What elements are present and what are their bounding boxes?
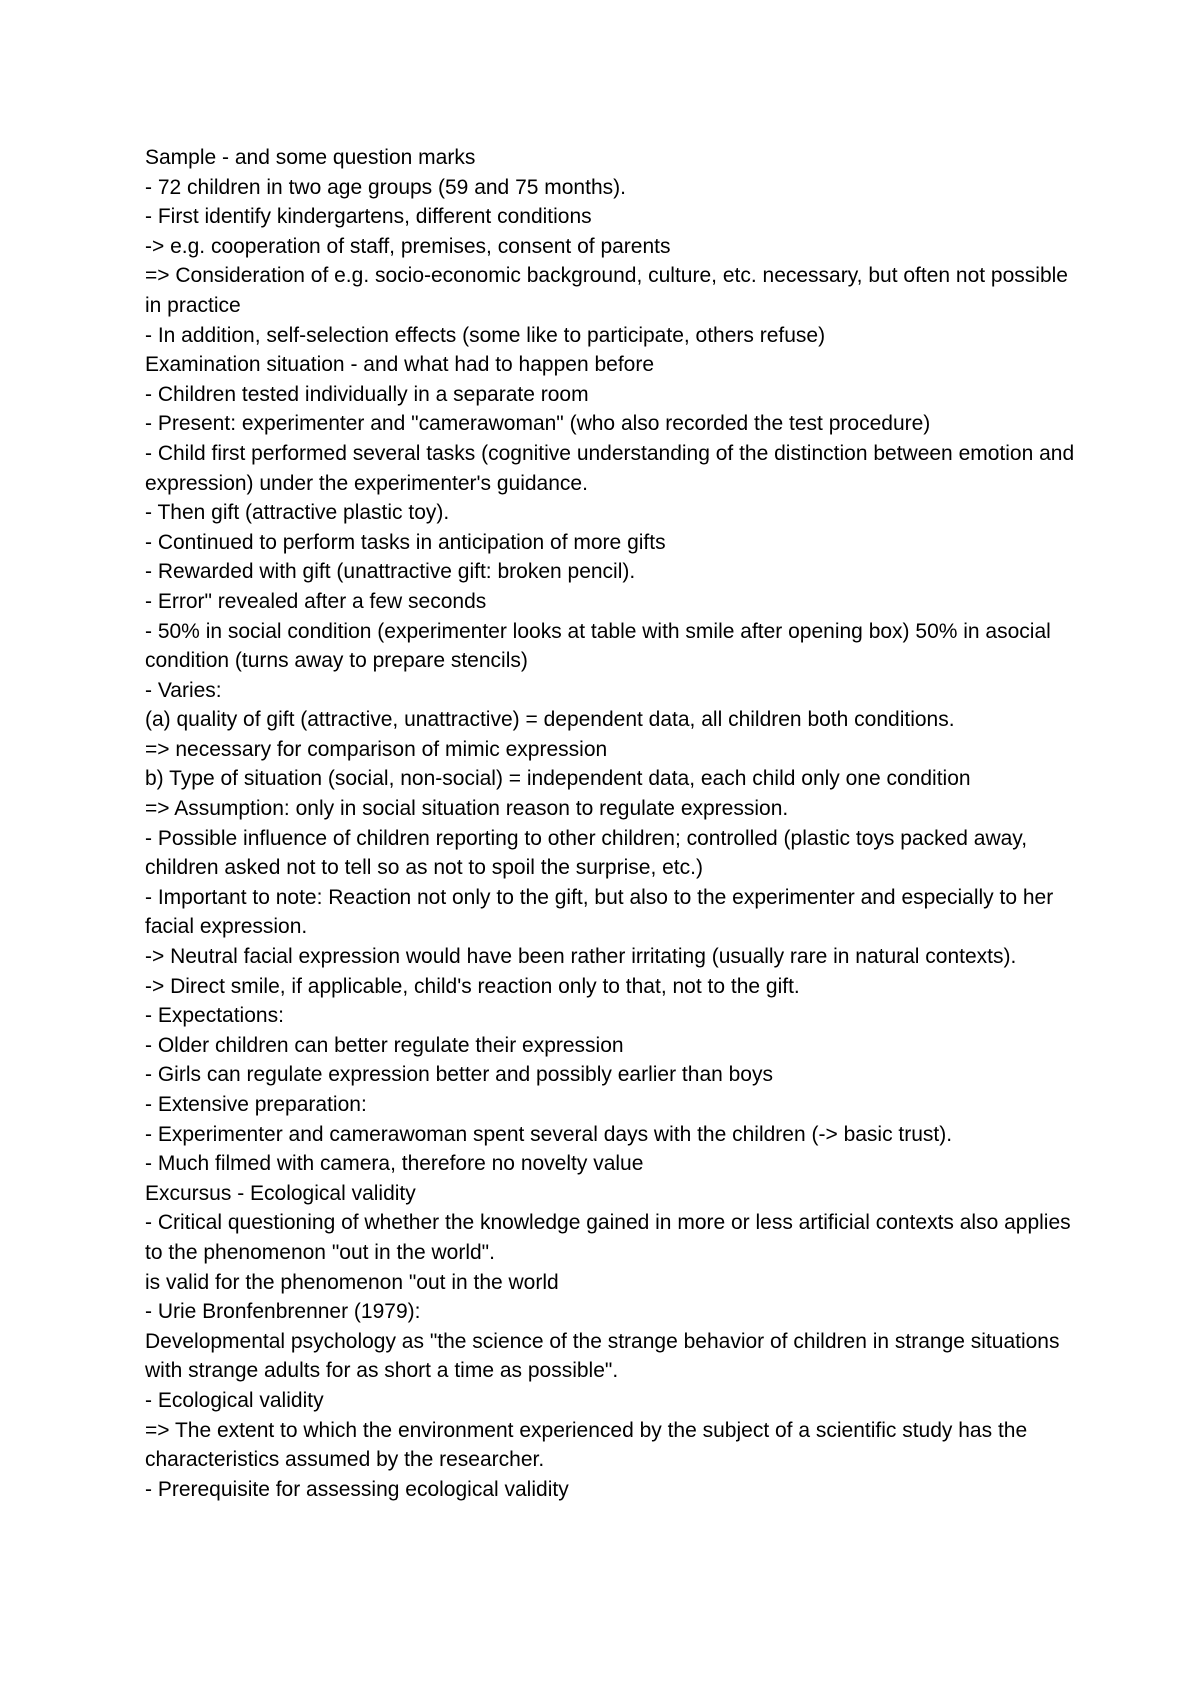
document-body: [145, 143, 1075, 1504]
text-line: - Varies:: [145, 678, 222, 702]
text-line: - Continued to perform tasks in anticipation of more gifts: [145, 530, 666, 554]
text-line: Sample - and some question marks: [145, 146, 476, 169]
text-line: - Urie Bronfenbrenner (1979):: [145, 1300, 421, 1324]
text-line: - Expectations:: [145, 1004, 284, 1028]
text-line: - 50% in social condition (experimenter looks at table with smile after opening box) 50% in asocial condition (turns away to prepare stencils): [145, 619, 1051, 673]
text-line: - Extensive preparation:: [145, 1093, 367, 1116]
text-line: - Error" revealed after a few seconds: [145, 589, 487, 613]
text-line: -> Direct smile, if applicable, child's reaction only to that, not to the gift.: [145, 974, 800, 998]
text-line: - Possible influence of children reporting to other children; controlled (plastic toys packed away, children asked not to tell so as not to spoil the surprise, etc.): [145, 826, 1028, 880]
text-line: Examination situation - and what had to happen before: [145, 353, 655, 377]
text-line: - Child first performed several tasks (cognitive understanding of the distinction between emotion and expression) under the experimenter's guidance.: [145, 441, 1075, 495]
text-line: - Rewarded with gift (unattractive gift: broken pencil).: [145, 560, 636, 584]
text-line: - Older children can better regulate their expression: [145, 1033, 624, 1057]
text-line: -> Neutral facial expression would have been rather irritating (usually rare in natural contexts).: [145, 945, 1017, 969]
text-line: -> e.g. cooperation of staff, premises, consent of parents: [145, 234, 671, 258]
text-line: Developmental psychology as "the science of the strange behavior of children in strange situations with strange adults for as short a time as possible".: [145, 1329, 1060, 1383]
text-line: is valid for the phenomenon "out in the world: [145, 1270, 559, 1294]
text-line: => The extent to which the environment experienced by the subject of a scientific study has the characteristics assumed by the researcher.: [145, 1418, 1028, 1472]
text-line: - Present: experimenter and "camerawoman" (who also recorded the test procedure): [145, 412, 931, 436]
text-line: - Important to note: Reaction not only to the gift, but also to the experimenter and especially to her facial expression.: [145, 885, 1054, 939]
text-line: - First identify kindergartens, different conditions: [145, 205, 592, 229]
text-line: - In addition, self-selection effects (some like to participate, others refuse): [145, 323, 826, 347]
text-line: - Ecological validity: [145, 1388, 324, 1412]
text-line: - Experimenter and camerawoman spent several days with the children (-> basic trust).: [145, 1122, 953, 1146]
text-line: - Children tested individually in a separate room: [145, 382, 589, 406]
text-line: - 72 children in two age groups (59 and 75 months).: [145, 175, 626, 199]
text-line: => necessary for comparison of mimic expression: [145, 737, 608, 761]
text-line: Excursus - Ecological validity: [145, 1181, 416, 1205]
text-line: - Then gift (attractive plastic toy).: [145, 501, 450, 525]
text-line: => Assumption: only in social situation reason to regulate expression.: [145, 797, 789, 821]
text-line: b) Type of situation (social, non-social) = independent data, each child only one condition: [145, 767, 971, 791]
text-line: - Critical questioning of whether the knowledge gained in more or less artificial contexts also applies to the phenomenon "out in the world".: [145, 1211, 1071, 1264]
text-line: - Much filmed with camera, therefore no novelty value: [145, 1152, 644, 1176]
text-line: (a) quality of gift (attractive, unattractive) = dependent data, all children both conditions.: [145, 708, 955, 732]
text-line: => Consideration of e.g. socio-economic background, culture, etc. necessary, but often not possible in practice: [145, 264, 1068, 317]
text-line: - Girls can regulate expression better and possibly earlier than boys: [145, 1063, 773, 1087]
text-line: - Prerequisite for assessing ecological validity: [145, 1477, 569, 1501]
